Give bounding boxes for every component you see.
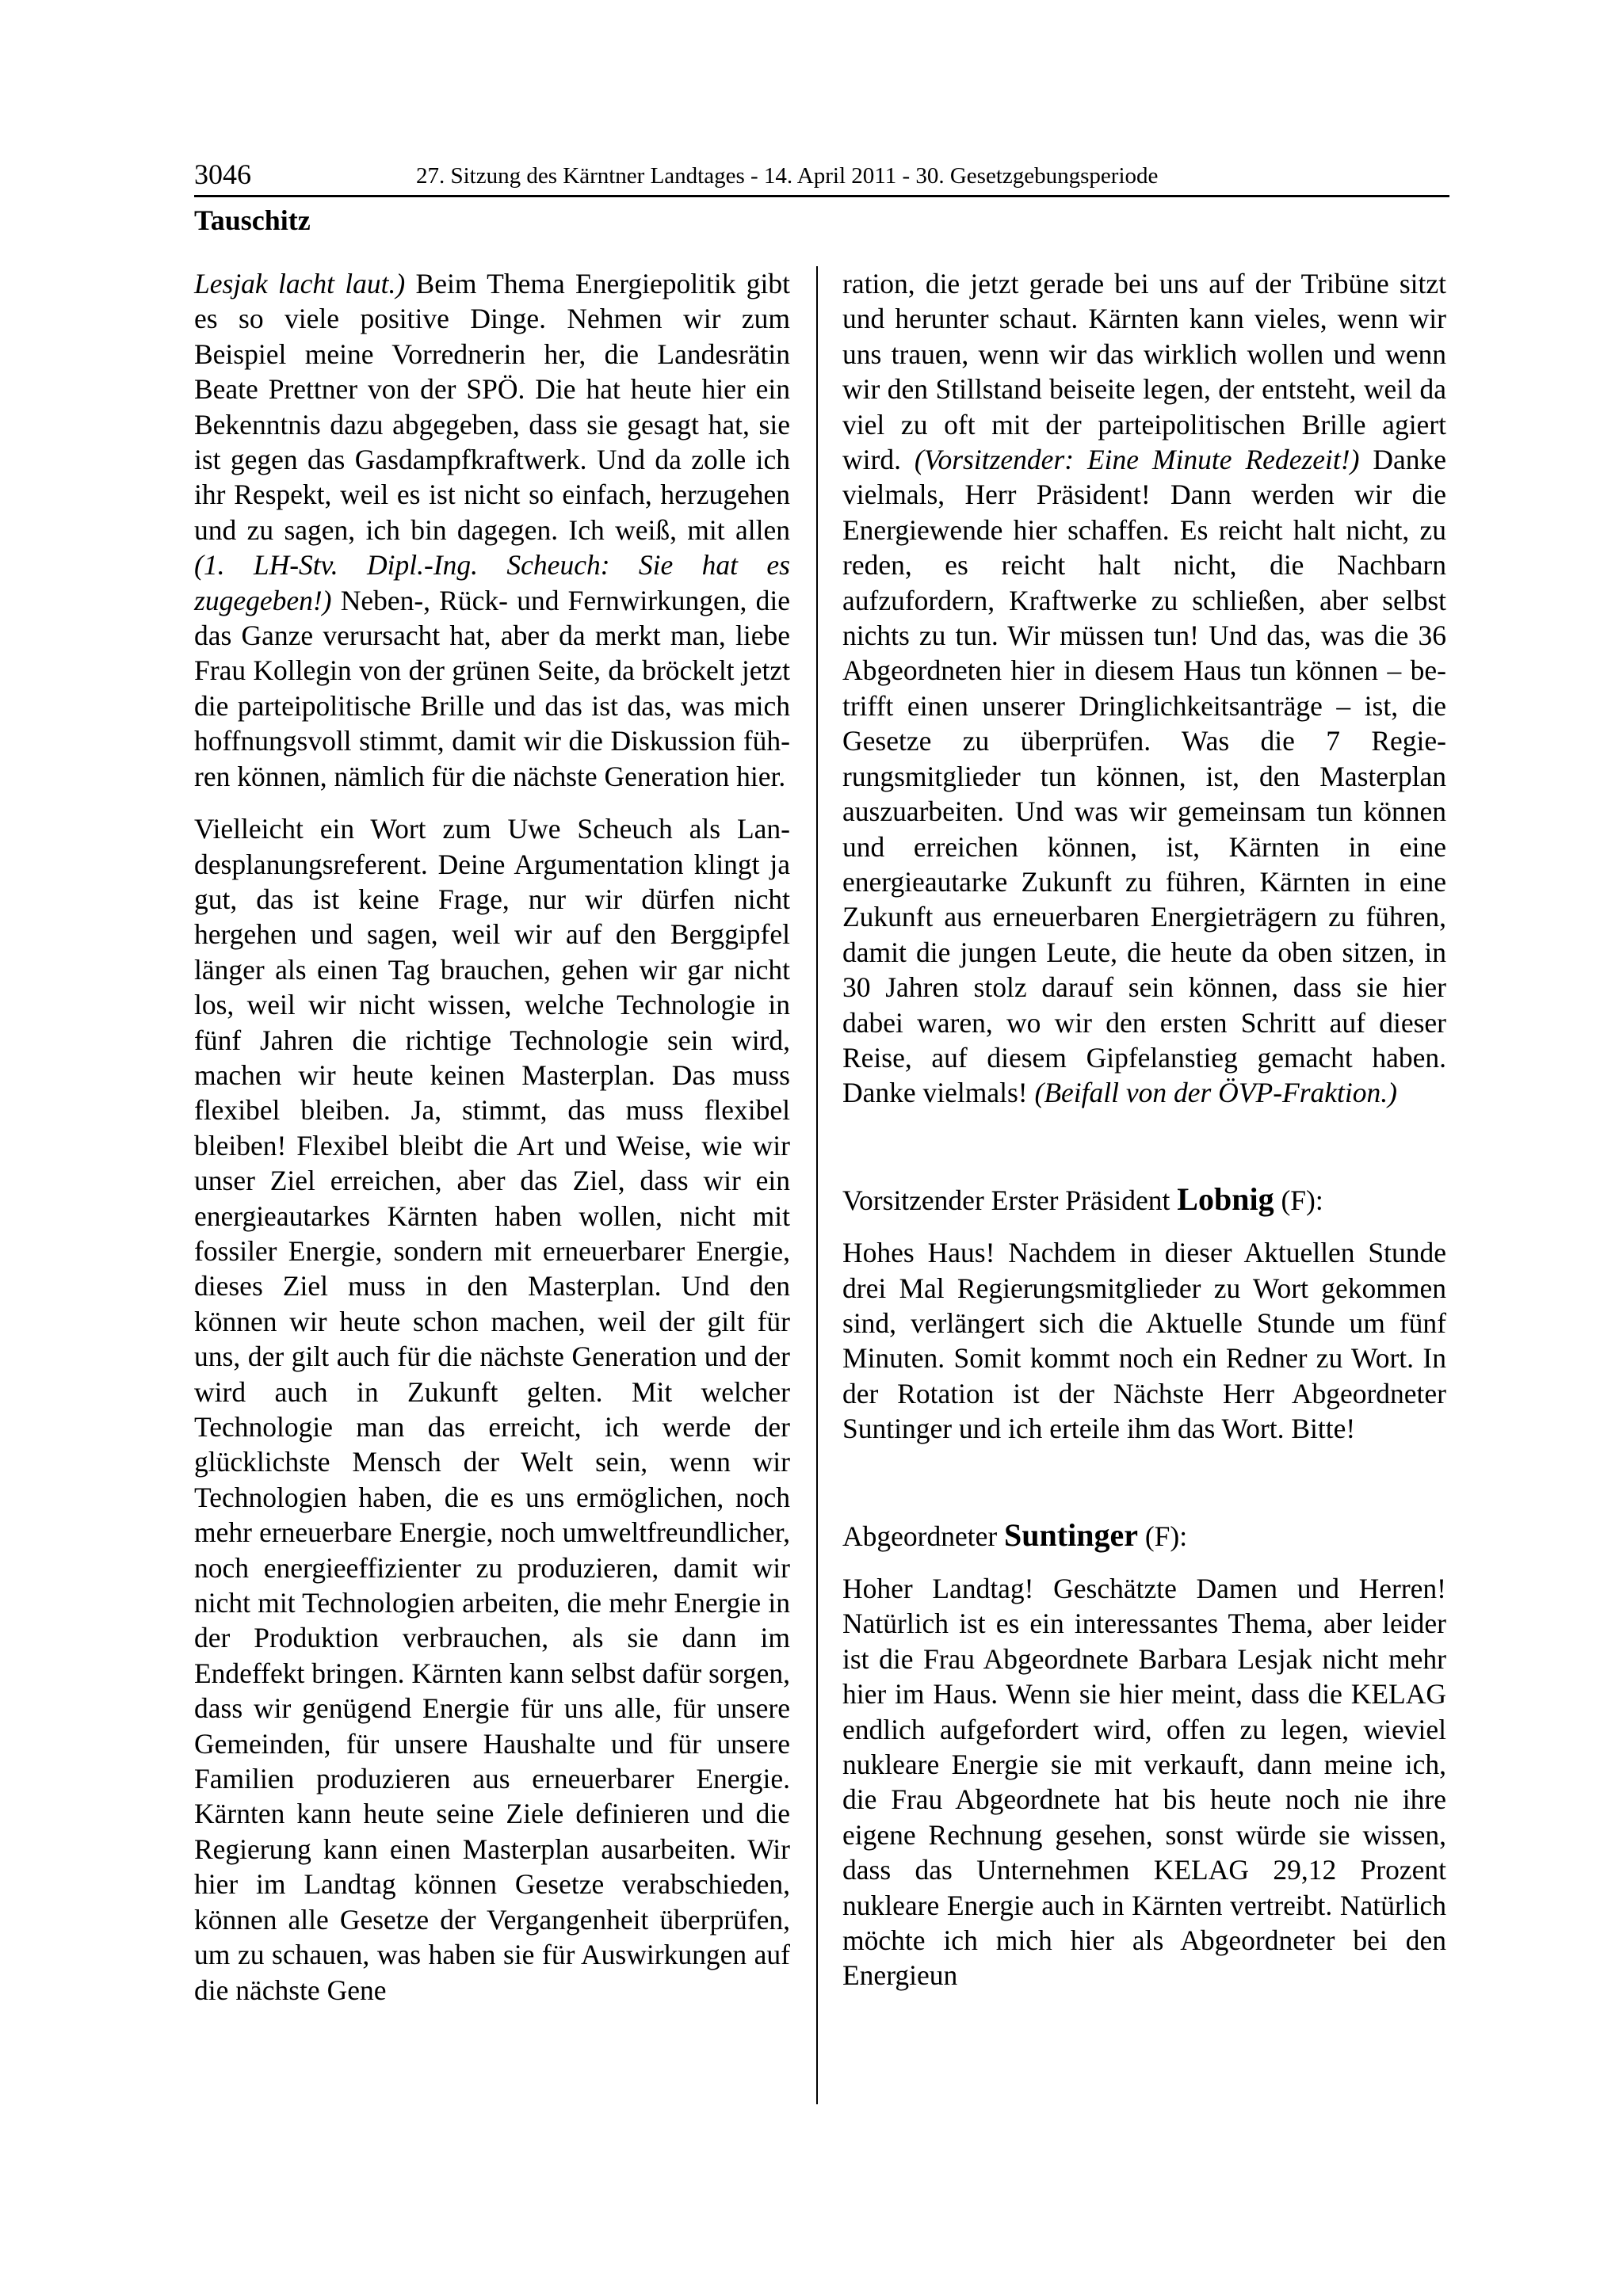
page-speaker-name: Tauschitz xyxy=(194,204,311,236)
applause-note: (Beifall von der ÖVP-Fraktion.) xyxy=(1034,1077,1397,1109)
interjection: Lesjak lacht laut.) xyxy=(194,268,406,299)
paragraph: Hohes Haus! Nachdem in dieser Aktuellen Stunde drei Mal Regierungsmitglieder zu Wort gekommen sind, verlängert sich die Aktuelle Stunde um fünf Minuten. Somit kommt noch ein Redner zu Wort. In der Rotation ist der Nächste Herr Abgeordneter Suntinger und ich erteile ihm das Wort. Bitte! xyxy=(842,1237,1446,1445)
page-header xyxy=(194,155,1450,196)
paragraph: ration, die jetzt gerade bei uns auf der Tribüne sitzt und herunter schaut. Kärnten kann vieles, wenn wir uns trauen, wenn wir das wirklich wollen und wenn wir den Stillstand beiseite legen, der entsteht, weil da viel zu oft mit der parteipolitischen Brille agiert wird. (Vorsitzender: Eine Minute Redezeit!) Danke vielmals, Herr Präsident! Dann werden wir die Energiewende hier schaffen. Es reicht halt nicht, zu reden, es reicht halt nicht, die Nachbarn aufzufordern, Kraftwerke zu schließen, aber selbst nichts zu tun. Wir müssen tun! Und das, was die 36 Abgeordneten hier in diesem Haus tun können – betrifft einen unserer Dringlichkeitsanträge – ist, die Gesetze zu überprüfen. Was die 7 Regierungsmitglieder tun können, ist, den Masterplan auszuarbeiten. Und was wir gemeinsam tun können und erreichen können, ist, Kärnten in eine energieautarke Zukunft zu führen, Kärnten in eine Zukunft aus erneuerbaren Energieträgern zu führen, damit die jungen Leute, die heute da oben sitzen, in 30 Jahren stolz darauf sein können, dass sie hier dabei waren, wo wir den ersten Schritt auf dieser Reise, auf diesem Gipfelanstieg gemacht haben. Danke vielmals! (Beifall von der ÖVP-Fraktion.) xyxy=(842,268,1446,1109)
speaker-heading: Abgeordneter Suntinger (F): xyxy=(842,1516,1188,1553)
speaker-heading: Vorsitzender Erster Präsident Lobnig (F): xyxy=(842,1180,1323,1217)
speaker-name: Lobnig xyxy=(1177,1180,1274,1217)
header-rule xyxy=(194,195,1449,197)
interjection: (1. LH-Stv. Dipl.-Ing. Scheuch: Sie hat es zugegeben!) xyxy=(194,549,790,616)
paragraph: Lesjak lacht laut.) Beim Thema Energiepolitik gibt es so viele positive Dinge. Nehmen wir zum Beispiel meine Vorrednerin her, die Landesrätin Beate Prettner von der SPÖ. Die hat heute hier ein Bekenntnis dazu abgegeben, dass sie gesagt hat, sie ist gegen das Gasdampfkraftwerk. Und da zolle ich ihr Respekt, weil es ist nicht so einfach, herzugehen und zu sagen, ich bin dagegen. Ich weiß, mit allen (1. LH-Stv. Dipl.-Ing. Scheuch: Sie hat es zugegeben!) Neben-, Rück- und Fernwirkungen, die das Ganze verursacht hat, aber da merkt man, liebe Frau Kollegin von der grünen Seite, da bröckelt jetzt die parteipolitische Brille und das ist das, was mich hoffnungsvoll stimmt, damit wir die Diskussion führen können, nämlich für die nächste Generation hier. xyxy=(194,268,790,792)
speaker-name: Suntinger xyxy=(1004,1516,1138,1553)
paragraph: Vielleicht ein Wort zum Uwe Scheuch als Landesplanungsreferent. Deine Argumentation klingt ja gut, das ist keine Frage, nur wir dürfen nicht hergehen und sagen, weil wir auf den Berggipfel länger als einen Tag brauchen, gehen wir gar nicht los, weil wir nicht wissen, welche Technologie in fünf Jahren die richtige Technologie sein wird, machen wir heute keinen Masterplan. Das muss flexibel bleiben. Ja, stimmt, das muss flexibel bleiben! Flexibel bleibt die Art und Weise, wie wir unser Ziel erreichen, aber das Ziel, dass wir ein energieautarkes Kärnten haben wollen, nicht mit fossiler Energie, sondern mit erneuerbarer Energie, dieses Ziel muss in den Masterplan. Und den können wir heute schon machen, weil der gilt für uns, der gilt auch für die nächste Generation und der wird auch in Zukunft gelten. Mit welcher Technologie man das erreicht, ich werde der glücklichste Mensch der Welt sein, wenn wir Technologien haben, die es uns ermöglichen, noch mehr erneuerbare Energie, noch umweltfreundlicher, noch energieeffizienter zu produzieren, damit wir nicht mit Technologien arbeiten, die mehr Energie in der Produktion verbrauchen, als sie dann im Endeffekt bringen. Kärnten kann selbst dafür sorgen, dass wir genügend Energie für uns alle, für unsere Gemeinden, für unsere Haushalte und für unsere Familien produzieren aus erneuerbarer Energie. Kärnten kann heute seine Ziele definieren und die Regierung kann einen Masterplan ausarbeiten. Wir hier im Landtag können Gesetze verabschieden, können alle Gesetze der Vergangenheit überprüfen, um zu schauen, was haben sie für Auswirkungen auf die nächste Gene xyxy=(194,813,790,2006)
interjection: (Vorsitzender: Eine Minute Redezeit!) xyxy=(914,444,1360,476)
running-head: 27. Sitzung des Kärntner Landtages - 14. April 2011 - 30. Gesetzgebungsperiode xyxy=(416,163,1159,189)
column-divider xyxy=(816,266,818,2104)
paragraph: Hoher Landtag! Geschätzte Damen und Herren! Natürlich ist es ein interessantes Thema, aber leider ist die Frau Abgeordnete Barbara Lesjak nicht mehr hier im Haus. Wenn sie hier meint, dass die KELAG endlich aufgefordert wird, offen zu legen, wieviel nukleare Energie sie mit verkauft, dann meine ich, die Frau Abgeordnete hat bis heute noch nie ihre eigene Rechnung gesehen, sonst würde sie wissen, dass das Unternehmen KELAG 29,12 Prozent nukleare Energie auch in Kärnten vertreibt. Natürlich möchte ich mich hier als Abgeordneter bei den Energieun xyxy=(842,1573,1446,1992)
page-number: 3046 xyxy=(194,158,251,190)
right-column xyxy=(842,266,1446,1993)
left-column xyxy=(194,266,790,2008)
